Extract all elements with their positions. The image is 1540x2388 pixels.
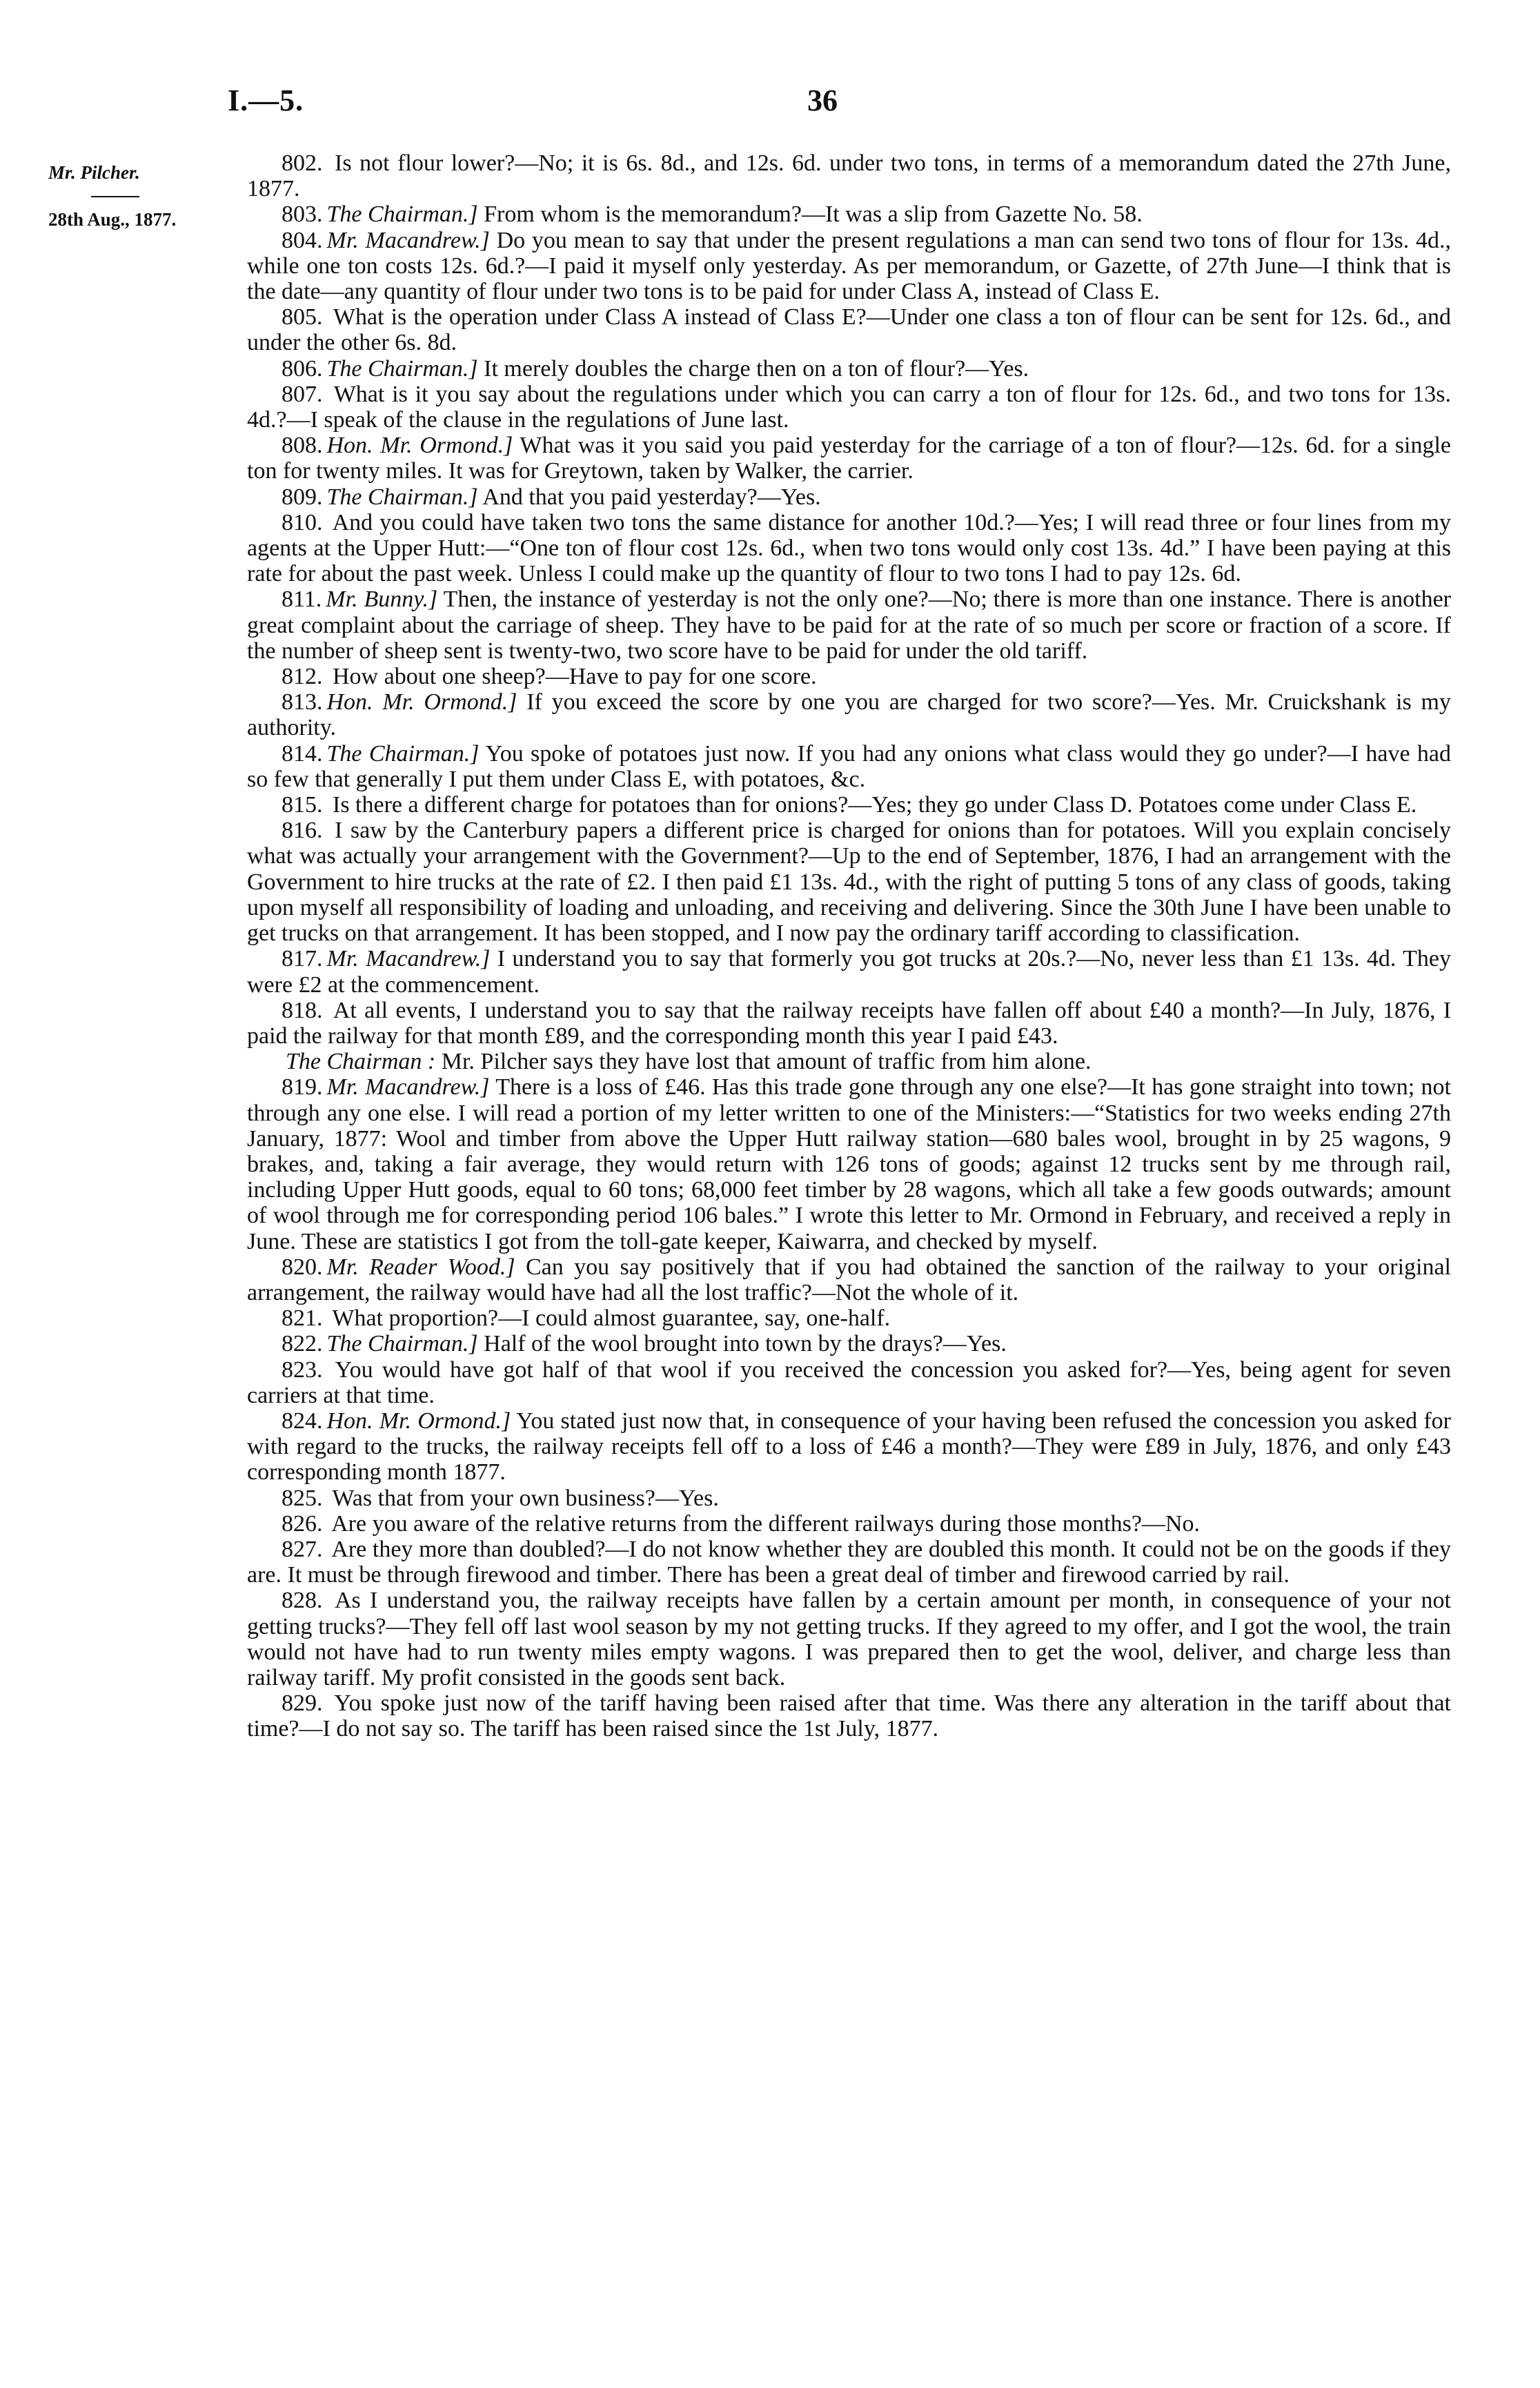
paragraph-text: If you exceed the score by one you are charged for two score?—Yes. Mr. Cruickshank is my authority. [247, 689, 1451, 741]
paragraph-text: There is a loss of £46. Has this trade gone through any one else?—It has gone straight into town; not through any one else. I will read a portion of my letter written to one of the Ministers:—“Statistics for two weeks ending 27th January, 1877: Wool and timber from above the Upper Hutt railway station—680 bales wool, brought in by 25 wagons, 9 brakes, and, taking a fair average, they would return with 126 tons of goods; against 12 trucks sent by me through rail, including Upper Hutt goods, equal to 60 tons; 68,000 feet timber by 28 wagons, which all take a few goods outwards; amount of wool through me for corresponding period 106 bales.” I wrote this letter to Mr. Ormond in February, and received a reply in June. These are statistics I got from the toll-gate keeper, Kaiwarra, and checked by myself. [247, 1074, 1451, 1254]
evidence-paragraph [247, 304, 1451, 355]
page-header [0, 83, 1540, 131]
paragraph-text: From whom is the memorandum?—It was a slip from Gazette No. 58. [484, 201, 1143, 228]
evidence-paragraph [247, 1486, 1451, 1511]
question-number: 829. [282, 1690, 323, 1717]
evidence-paragraph [247, 1305, 1451, 1331]
paragraph-text: What was it you said you paid yesterday for the carriage of a ton of flour?—12s. 6d. for a single ton for twenty miles. It was for Greytown, taken by Walker, the carrier. [247, 433, 1451, 484]
evidence-paragraph [247, 433, 1451, 484]
speaker-name: Hon. Mr. Ormond.] [326, 1408, 511, 1434]
question-number: 828. [282, 1588, 323, 1614]
question-number: 817. [282, 946, 323, 972]
paragraph-text: At all events, I understand you to say that the railway receipts have fallen off about £40 a month?—In July, 1876, I paid the railway for that month £89, and the corresponding month this year I paid £43. [247, 997, 1452, 1049]
speaker-name: The Chairman.] [326, 740, 480, 767]
evidence-paragraph [247, 484, 1451, 510]
margin-divider [91, 196, 139, 197]
question-number: 826. [282, 1510, 323, 1537]
evidence-paragraph [247, 356, 1451, 382]
paragraph-text: You would have got half of that wool if you received the concession you asked for?—Yes, being agent for seven carriers at that time. [247, 1356, 1451, 1408]
question-number: 813. [282, 689, 323, 716]
evidence-paragraph [247, 689, 1451, 740]
speaker-name: The Chairman.] [326, 1331, 478, 1357]
question-number: 804. [282, 227, 323, 253]
question-number: 818. [282, 997, 323, 1023]
speaker-name: The Chairman.] [326, 355, 478, 382]
question-number: 824. [282, 1408, 323, 1434]
paragraph-text: Are you aware of the relative returns from the different railways during those months?—No. [331, 1510, 1200, 1537]
speaker-name: Mr. Macandrew.] [326, 227, 490, 253]
paragraph-text: It merely doubles the charge then on a ton of flour?—Yes. [484, 355, 1029, 382]
evidence-paragraph [247, 818, 1451, 946]
question-number: 803. [282, 201, 323, 228]
evidence-paragraph [247, 1511, 1451, 1537]
question-number: 827. [282, 1536, 323, 1562]
evidence-paragraph [247, 1588, 1451, 1690]
speaker-name: Hon. Mr. Ormond.] [326, 689, 517, 716]
paragraph-text: Is not flour lower?—No; it is 6s. 8d., and 12s. 6d. under two tons, in terms of a memorandum dated the 27th June, 1877. [247, 150, 1452, 202]
paragraph-text: You stated just now that, in consequence of your having been refused the concession you asked for with regard to the trucks, the railway receipts fell off to a loss of £46 a month?—They were £89 in July, 1876, and only £43 corresponding month 1877. [247, 1408, 1451, 1486]
question-number: 822. [282, 1331, 323, 1357]
paragraph-text: What is the operation under Class A instead of Class E?—Under one class a ton of flour can be sent for 12s. 6d., and under the other 6s. 8d. [247, 304, 1451, 356]
question-number: 812. [282, 664, 323, 690]
evidence-paragraph [247, 1537, 1451, 1588]
paragraph-text: Is there a different charge for potatoes than for onions?—Yes; they go under Class D. Potatoes come under Class E. [333, 792, 1417, 818]
evidence-paragraph [247, 586, 1451, 664]
question-number: 819. [282, 1074, 323, 1101]
evidence-paragraph [247, 201, 1451, 227]
question-number: 821. [282, 1305, 323, 1332]
paragraph-text: You spoke of potatoes just now. If you had any onions what class would they go under?—I have had so few that generally I put them under Class E, with potatoes, &c. [247, 740, 1451, 792]
question-number: 825. [282, 1485, 323, 1511]
question-number: 807. [282, 381, 323, 407]
paragraph-text: Can you say positively that if you had obtained the sanction of the railway to your original arrangement, the railway would have had all the lost traffic?—Not the whole of it. [247, 1254, 1451, 1305]
paragraph-text: Are they more than doubled?—I do not know whether they are doubled this month. It could not be on the goods if they are. It must be through firewood and timber. There has been a great deal of timber and firewood carried by rail. [247, 1536, 1451, 1588]
question-number: 809. [282, 484, 323, 510]
question-number: 806. [282, 355, 323, 382]
paragraph-text: Half of the wool brought into town by the drays?—Yes. [484, 1331, 1007, 1357]
paragraph-text: You spoke just now of the tariff having been raised after that time. Was there any alteration in the tariff about that time?—I do not say so. The tariff has been raised since the 1st July, 1877. [247, 1690, 1451, 1742]
speaker-name: Mr. Reader Wood.] [326, 1254, 515, 1280]
evidence-paragraph [247, 1331, 1451, 1356]
speaker-name: Hon. Mr. Ormond.] [326, 433, 513, 459]
question-number: 802. [282, 150, 323, 176]
evidence-paragraph [247, 510, 1451, 587]
question-number: 805. [282, 304, 323, 330]
margin-note [48, 160, 235, 232]
evidence-paragraph [247, 1254, 1451, 1305]
question-number: 814. [282, 740, 323, 767]
evidence-paragraph [247, 1690, 1451, 1741]
question-number: 815. [282, 792, 323, 818]
paragraph-text: Then, the instance of yesterday is not the only one?—No; there is more than one instance. There is another great complaint about the carriage of sheep. They have to be paid for at the rate of so much per score or fraction of a score. If the number of sheep sent is twenty-two, two score have to be paid for under the old tariff. [247, 586, 1452, 664]
evidence-paragraph [247, 1049, 1451, 1074]
session-date: 28th Aug., 1877. [48, 209, 177, 230]
paragraph-text: I understand you to say that formerly you got trucks at 20s.?—No, never less than £1 13s. 4d. They were £2 at the commencement. [247, 946, 1451, 998]
paragraph-text: Was that from your own business?—Yes. [332, 1485, 719, 1511]
speaker-name: Mr. Bunny.] [326, 586, 438, 613]
evidence-paragraph [247, 664, 1451, 689]
evidence-paragraph [247, 792, 1451, 818]
evidence-paragraph [247, 1357, 1451, 1408]
paragraph-text: As I understand you, the railway receipts have fallen by a certain amount per month, in consequence of your not getting trucks?—They fell off last wool season by my not getting trucks. If they agreed to my offer, and I got the wool, the train would not have had to run twenty miles empty wagons. I was prepared then to get the wool, deliver, and charge less than railway tariff. My profit consisted in the goods sent back. [247, 1588, 1451, 1690]
evidence-paragraph [247, 382, 1451, 433]
question-number: 811. [282, 586, 322, 613]
paragraph-text: And you could have taken two tons the same distance for another 10d.?—Yes; I will read three or four lines from my agents at the Upper Hutt:—“One ton of flour cost 12s. 6d., when two tons would only cost 13s. 4d.” I have been paying at this rate for about the past week. Unless I could make up the quantity of flour to two tons I had to pay 12s. 6d. [247, 509, 1451, 587]
question-number: 816. [282, 818, 323, 844]
evidence-paragraph [247, 1074, 1451, 1254]
paragraph-text: What is it you say about the regulations under which you can carry a ton of flour for 12s. 6d., and two tons for 13s. 4d.?—I speak of the clause in the regulations of June last. [247, 381, 1452, 433]
speaker-name: The Chairman : [286, 1049, 436, 1075]
paragraph-text: Mr. Pilcher says they have lost that amount of traffic from him alone. [441, 1049, 1092, 1075]
paragraph-text: How about one sheep?—Have to pay for one score. [333, 664, 817, 690]
witness-name: Mr. Pilcher. [48, 162, 140, 183]
speaker-name: The Chairman.] [326, 201, 478, 228]
paragraph-text: And that you paid yesterday?—Yes. [482, 484, 821, 510]
question-number: 810. [282, 509, 323, 535]
evidence-paragraph [247, 998, 1451, 1049]
question-number: 823. [282, 1356, 323, 1383]
evidence-paragraph [247, 946, 1451, 997]
page-number: 36 [807, 83, 838, 117]
paragraph-text: What proportion?—I could almost guarantee, say, one-half. [332, 1305, 891, 1332]
page-reference: I.—5. [228, 83, 304, 117]
speaker-name: The Chairman.] [326, 484, 478, 510]
speaker-name: Mr. Macandrew.] [326, 1074, 490, 1101]
evidence-paragraph [247, 228, 1451, 305]
question-number: 808. [282, 433, 323, 459]
question-number: 820. [282, 1254, 323, 1280]
speaker-name: Mr. Macandrew.] [326, 946, 491, 972]
evidence-paragraph [247, 150, 1451, 201]
paragraph-text: I saw by the Canterbury papers a different price is charged for onions than for potatoes. Will you explain concisely what was actually your arrangement with the Government?—Up to the end of September, 1876, I had an arrangement with the Government to hire trucks at the rate of £2. I then paid £1 13s. 4d., with the right of putting 5 tons of any class of goods, taking upon myself all responsibility of loading and unloading, and receiving and delivering. Since the 30th June I have been unable to get trucks on that arrangement. It has been stopped, and I now pay the ordinary tariff according to classification. [247, 818, 1452, 947]
paragraph-text: Do you mean to say that under the present regulations a man can send two tons of flour for 13s. 4d., while one ton costs 12s. 6d.?—I paid it myself only yesterday. As per memorandum, or Gazette, of 27th June—I think that is the date—any quantity of flour under two tons is to be paid for under Class A, instead of Class E. [247, 227, 1451, 305]
evidence-paragraph [247, 1408, 1451, 1486]
evidence-paragraph [247, 741, 1451, 792]
evidence-body [247, 150, 1451, 1742]
